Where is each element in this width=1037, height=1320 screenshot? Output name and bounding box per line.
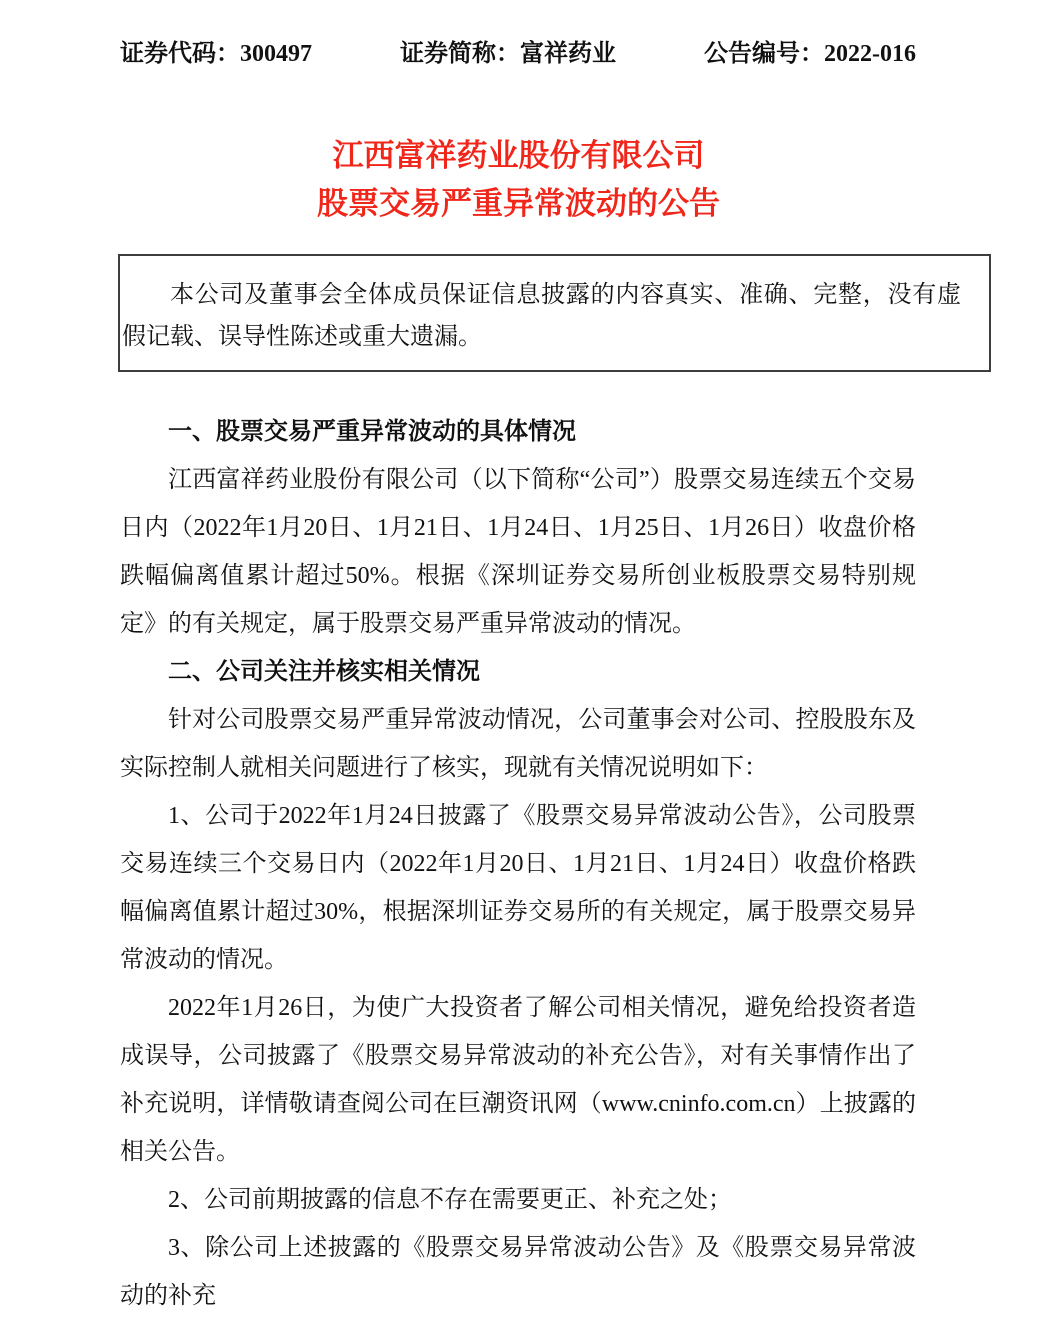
section-2-paragraph-1: 针对公司股票交易严重异常波动情况，公司董事会对公司、控股股东及实际控制人就相关问题进行了核实，现就有关情况说明如下： (120, 707, 916, 781)
disclaimer-text: 本公司及董事会全体成员保证信息披露的内容真实、准确、完整，没有虚假记载、误导性陈述或重大遗漏。 (122, 282, 961, 350)
section-1-heading: 一、股票交易严重异常波动的具体情况 (168, 419, 576, 445)
announcement-title-line: 股票交易严重异常波动的公告 (317, 186, 720, 221)
announcement-page (0, 40, 1037, 1320)
disclaimer-box (118, 254, 991, 372)
stock-short-name: 证券简称：富祥药业 (400, 41, 616, 67)
page-title (0, 132, 1037, 228)
document-body (120, 408, 916, 1320)
announcement-number: 公告编号：2022-016 (704, 41, 916, 67)
section-1-paragraph-1: 江西富祥药业股份有限公司（以下简称“公司”）股票交易连续五个交易日内（2022年1月20日、1月21日、1月24日、1月25日、1月26日）收盘价格跌幅偏离值累计超过50%。根据《深圳证券交易所创业板股票交易特别规定》的有关规定，属于股票交易严重异常波动的情况。 (120, 467, 916, 637)
company-name-title-line: 江西富祥药业股份有限公司 (332, 138, 705, 173)
stock-code: 证券代码：300497 (120, 41, 312, 67)
section-2-paragraph-3: 2022年1月26日，为使广大投资者了解公司相关情况，避免给投资者造成误导，公司披露了《股票交易异常波动的补充公告》，对有关事情作出了补充说明，详情敬请查阅公司在巨潮资讯网（www.cninfo.com.cn）上披露的相关公告。 (120, 995, 916, 1165)
section-2-paragraph-5: 3、除公司上述披露的《股票交易异常波动公告》及《股票交易异常波动的补充 (120, 1235, 916, 1309)
section-2-paragraph-2: 1、公司于2022年1月24日披露了《股票交易异常波动公告》，公司股票交易连续三个交易日内（2022年1月20日、1月21日、1月24日）收盘价格跌幅偏离值累计超过30%，根据深圳证券交易所的有关规定，属于股票交易异常波动的情况。 (120, 803, 916, 973)
section-2-paragraph-4: 2、公司前期披露的信息不存在需要更正、补充之处； (168, 1187, 732, 1213)
section-2-heading: 二、公司关注并核实相关情况 (168, 659, 480, 685)
document-header (120, 40, 916, 68)
